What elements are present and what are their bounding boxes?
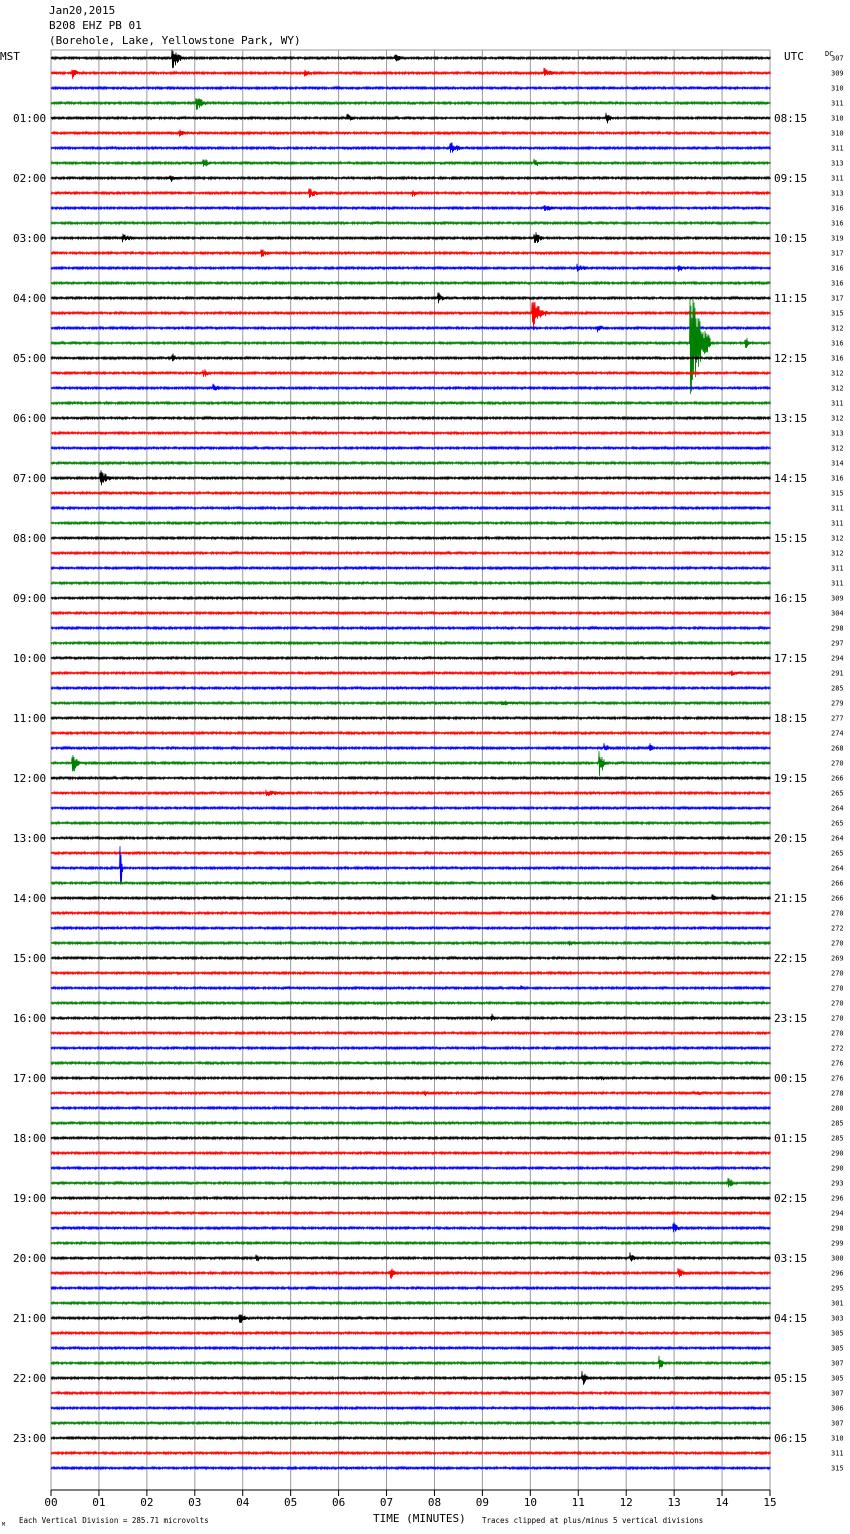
dc-offset-label: 312 (831, 534, 844, 543)
dc-offset-label: 311 (831, 564, 844, 573)
trace-line (51, 627, 771, 629)
x-tick-label: 10 (523, 1496, 537, 1509)
utc-hour-label: 12:15 (774, 352, 808, 365)
trace-line (51, 222, 771, 224)
trace-line (51, 1242, 771, 1244)
dc-offset-label: 304 (831, 609, 844, 618)
dc-offset-label: 264 (831, 834, 844, 843)
x-tick-label: 07 (379, 1496, 394, 1509)
dc-offset-label: 278 (831, 1089, 844, 1098)
trace-line (51, 687, 771, 689)
utc-hour-label: 19:15 (774, 772, 808, 785)
trace-line (51, 1122, 771, 1124)
trace-line (51, 790, 771, 797)
dc-offset-label: 307 (831, 54, 844, 63)
utc-hour-label: 13:15 (774, 412, 808, 425)
trace-line (51, 1371, 771, 1385)
trace-line (51, 972, 771, 974)
trace-line (51, 612, 771, 614)
trace-line (51, 1222, 771, 1232)
dc-offset-label: 315 (831, 489, 844, 498)
dc-offset-label: 307 (831, 1419, 844, 1428)
utc-hour-label: 15:15 (774, 532, 808, 545)
dc-offset-label: 316 (831, 474, 844, 483)
dc-offset-label: 272 (831, 924, 844, 933)
mst-hour-label: 04:00 (13, 292, 47, 305)
dc-offset-label: 290 (831, 1149, 844, 1158)
x-tick-label: 02 (140, 1496, 154, 1509)
x-tick-label: 09 (475, 1496, 490, 1509)
trace-line (51, 670, 771, 676)
mst-hour-label: 17:00 (13, 1072, 47, 1085)
trace-line (51, 50, 771, 69)
dc-offset-label: 285 (831, 1134, 844, 1143)
trace-line (51, 1407, 771, 1409)
dc-offset-label: 291 (831, 669, 844, 678)
header-station: B208 EHZ PB 01 (49, 19, 142, 32)
dc-offset-label: 313 (831, 189, 844, 198)
dc-offset-label: 266 (831, 879, 844, 888)
x-tick-label: 04 (236, 1496, 250, 1509)
trace-line (51, 293, 771, 304)
scale-note: Each Vertical Division = 285.71 microvolts (19, 1516, 209, 1525)
dc-offset-label: 265 (831, 789, 844, 798)
dc-offset-label: 301 (831, 1299, 844, 1308)
dc-offset-label: 319 (831, 234, 844, 243)
trace-line (51, 1302, 771, 1304)
trace-line (51, 1047, 771, 1049)
utc-hour-label: 01:15 (774, 1132, 808, 1145)
dc-offset-label: 312 (831, 324, 844, 333)
dc-offset-label: 270 (831, 759, 844, 768)
x-axis-label: TIME (MINUTES) (373, 1512, 466, 1525)
dc-offset-label: 310 (831, 114, 844, 123)
dc-offset-label: 298 (831, 624, 844, 633)
x-tick-label: 06 (331, 1496, 346, 1509)
trace-line (51, 159, 771, 167)
trace-line (51, 205, 771, 211)
mst-hour-label: 08:00 (13, 532, 47, 545)
dc-offset-label: 310 (831, 129, 844, 138)
dc-offset-label: 270 (831, 999, 844, 1008)
trace-line (51, 249, 771, 257)
trace-line (51, 417, 771, 419)
mst-hour-label: 23:00 (13, 1432, 47, 1445)
trace-line (51, 1467, 771, 1469)
trace-line (51, 113, 771, 124)
dc-offset-label: 312 (831, 414, 844, 423)
dc-offset-label: 316 (831, 279, 844, 288)
utc-hour-label: 11:15 (774, 292, 808, 305)
left-timezone-label: MST (0, 50, 20, 63)
trace-line (51, 354, 771, 362)
dc-offset-label: 307 (831, 1359, 844, 1368)
trace-line (51, 1002, 771, 1004)
trace-line (51, 1152, 771, 1154)
trace-line (51, 1392, 771, 1394)
dc-offset-label: 272 (831, 1044, 844, 1053)
dc-offset-label: 270 (831, 969, 844, 978)
dc-offset-label: 315 (831, 1464, 844, 1473)
trace-line (51, 507, 771, 509)
mst-hour-label: 03:00 (13, 232, 47, 245)
mst-hour-label: 13:00 (13, 832, 47, 845)
trace-line (51, 732, 771, 734)
utc-hour-label: 09:15 (774, 172, 808, 185)
dc-offset-label: 312 (831, 369, 844, 378)
dc-offset-label: 317 (831, 294, 844, 303)
dc-offset-label: 307 (831, 1389, 844, 1398)
trace-line (51, 567, 771, 569)
dc-offset-label: 294 (831, 1209, 844, 1218)
trace-line (51, 1332, 771, 1334)
trace-line (51, 1178, 771, 1187)
x-tick-label: 12 (619, 1496, 633, 1509)
utc-hour-label: 18:15 (774, 712, 808, 725)
dc-offset-label: 312 (831, 444, 844, 453)
trace-line (51, 537, 771, 539)
utc-hour-label: 10:15 (774, 232, 808, 245)
dc-offset-label: 313 (831, 429, 844, 438)
clip-note: Traces clipped at plus/minus 5 vertical divisions (482, 1516, 704, 1525)
dc-offset-label: 295 (831, 1284, 844, 1293)
dc-offset-label: 311 (831, 399, 844, 408)
trace-line (51, 462, 771, 464)
trace-line (51, 927, 771, 929)
mst-hour-label: 01:00 (13, 112, 47, 125)
trace-line (51, 1062, 771, 1064)
header-date: Jan20,2015 (49, 4, 116, 17)
trace-line (51, 470, 771, 485)
x-tick-label: 00 (44, 1496, 58, 1509)
label-group (13, 55, 844, 1510)
trace-line (51, 701, 771, 706)
dc-offset-label: 270 (831, 1029, 844, 1038)
dc-offset-label: 310 (831, 1434, 844, 1443)
dc-offset-label: 306 (831, 1404, 844, 1413)
mst-hour-label: 22:00 (13, 1372, 47, 1385)
utc-hour-label: 17:15 (774, 652, 808, 665)
trace-line (51, 87, 771, 89)
dc-offset-label: 312 (831, 549, 844, 558)
dc-offset-label: 316 (831, 219, 844, 228)
trace-line (51, 432, 771, 434)
dc-offset-label: 312 (831, 384, 844, 393)
trace-line (51, 98, 771, 110)
trace-line (51, 941, 771, 946)
dc-offset-label: 297 (831, 639, 844, 648)
dc-offset-label: 285 (831, 684, 844, 693)
dc-offset-label: 311 (831, 504, 844, 513)
trace-line (51, 447, 771, 449)
dc-offset-label: 310 (831, 84, 844, 93)
dc-offset-label: 316 (831, 354, 844, 363)
trace-line (51, 1287, 771, 1289)
corner-mark: M (2, 1522, 6, 1528)
trace-line (51, 807, 771, 809)
trace-line (51, 1252, 771, 1261)
dc-offset-label: 280 (831, 1104, 844, 1113)
dc-offset-label: 316 (831, 204, 844, 213)
utc-hour-label: 02:15 (774, 1192, 808, 1205)
trace-line (51, 188, 771, 198)
dc-offset-label: 270 (831, 984, 844, 993)
dc-offset-label: 311 (831, 144, 844, 153)
mst-hour-label: 18:00 (13, 1132, 47, 1145)
trace-line (51, 582, 771, 584)
trace-line (51, 1314, 771, 1323)
utc-hour-label: 21:15 (774, 892, 808, 905)
mst-hour-label: 07:00 (13, 472, 47, 485)
dc-offset-label: 276 (831, 1059, 844, 1068)
utc-hour-label: 04:15 (774, 1312, 808, 1325)
trace-line (51, 642, 771, 644)
trace-line (51, 1347, 771, 1349)
trace-line (51, 282, 771, 284)
dc-offset-label: 305 (831, 1374, 844, 1383)
trace-line (51, 1422, 771, 1424)
dc-offset-label: 311 (831, 579, 844, 588)
trace-line (51, 1268, 771, 1279)
trace-line (51, 597, 771, 599)
trace-line (51, 68, 771, 79)
trace-line (51, 142, 771, 152)
trace-line (51, 743, 771, 751)
trace-line (51, 1032, 771, 1034)
trace-line (51, 264, 771, 272)
dc-offset-label: 311 (831, 174, 844, 183)
trace-line (51, 1167, 771, 1169)
dc-offset-label: 316 (831, 264, 844, 273)
dc-offset-label: 296 (831, 1194, 844, 1203)
dc-offset-label: 317 (831, 249, 844, 258)
utc-hour-label: 16:15 (774, 592, 808, 605)
trace-line (51, 882, 771, 884)
dc-offset-label: 274 (831, 729, 844, 738)
dc-offset-label: 268 (831, 744, 844, 753)
x-tick-label: 15 (763, 1496, 777, 1509)
trace-line (51, 522, 771, 524)
trace-line (51, 492, 771, 494)
trace-line (51, 1076, 771, 1080)
dc-offset-label: 265 (831, 849, 844, 858)
trace-line (51, 894, 771, 900)
dc-offset-label: 296 (831, 1269, 844, 1278)
trace-line (51, 751, 771, 776)
utc-hour-label: 08:15 (774, 112, 808, 125)
mst-hour-label: 21:00 (13, 1312, 47, 1325)
trace-group (51, 50, 771, 1470)
dc-offset-label: 293 (831, 1179, 844, 1188)
dc-offset-label: 270 (831, 939, 844, 948)
trace-line (51, 1107, 771, 1109)
trace-line (51, 129, 771, 136)
trace-line (51, 957, 771, 959)
dc-offset-label: 264 (831, 804, 844, 813)
dc-offset-label: 311 (831, 99, 844, 108)
dc-offset-label: 314 (831, 459, 844, 468)
utc-hour-label: 05:15 (774, 1372, 808, 1385)
trace-line (51, 985, 771, 989)
dc-offset-label: 313 (831, 159, 844, 168)
trace-line (51, 1356, 771, 1369)
trace-line (51, 1197, 771, 1199)
trace-line (51, 176, 771, 182)
trace-line (51, 852, 771, 854)
trace-line (51, 657, 771, 659)
header-location: (Borehole, Lake, Yellowstone Park, WY) (49, 34, 301, 47)
trace-line (51, 777, 771, 779)
utc-hour-label: 00:15 (774, 1072, 808, 1085)
utc-hour-label: 06:15 (774, 1432, 808, 1445)
trace-line (51, 402, 771, 404)
utc-hour-label: 20:15 (774, 832, 808, 845)
dc-offset-label: 270 (831, 909, 844, 918)
dc-offset-label: 300 (831, 1254, 844, 1263)
trace-line (51, 302, 771, 330)
utc-hour-label: 23:15 (774, 1012, 808, 1025)
mst-hour-label: 10:00 (13, 652, 47, 665)
trace-line (51, 369, 771, 377)
dc-offset-label: 279 (831, 699, 844, 708)
dc-offset-label: 266 (831, 894, 844, 903)
trace-line (51, 837, 771, 839)
trace-line (51, 717, 771, 719)
utc-hour-label: 03:15 (774, 1252, 808, 1265)
mst-hour-label: 19:00 (13, 1192, 47, 1205)
trace-line (51, 1137, 771, 1139)
mst-hour-label: 09:00 (13, 592, 47, 605)
dc-offset-label: 265 (831, 819, 844, 828)
right-timezone-label: UTC (784, 50, 804, 63)
dc-offset-label: 299 (831, 1239, 844, 1248)
mst-hour-label: 20:00 (13, 1252, 47, 1265)
mst-hour-label: 16:00 (13, 1012, 47, 1025)
x-tick-label: 13 (667, 1496, 681, 1509)
dc-offset-label: 316 (831, 339, 844, 348)
trace-line (51, 1212, 771, 1214)
trace-line (51, 326, 771, 333)
dc-offset-label: 290 (831, 1164, 844, 1173)
mst-hour-label: 15:00 (13, 952, 47, 965)
utc-hour-label: 14:15 (774, 472, 808, 485)
x-tick-label: 05 (284, 1496, 298, 1509)
dc-offset-label: 305 (831, 1344, 844, 1353)
dc-offset-label: 270 (831, 1014, 844, 1023)
dc-offset-header: DC (825, 50, 834, 58)
dc-offset-label: 276 (831, 1074, 844, 1083)
dc-offset-label: 311 (831, 519, 844, 528)
x-tick-label: 11 (571, 1496, 585, 1509)
mst-hour-label: 05:00 (13, 352, 47, 365)
trace-line (51, 1091, 771, 1097)
x-tick-label: 01 (92, 1496, 106, 1509)
mst-hour-label: 12:00 (13, 772, 47, 785)
mst-hour-label: 02:00 (13, 172, 47, 185)
trace-line (51, 384, 771, 391)
mst-hour-label: 06:00 (13, 412, 47, 425)
mst-hour-label: 11:00 (13, 712, 47, 725)
dc-offset-label: 311 (831, 1449, 844, 1458)
x-tick-label: 08 (427, 1496, 442, 1509)
trace-line (51, 1014, 771, 1021)
dc-offset-label: 264 (831, 864, 844, 873)
trace-line (51, 912, 771, 914)
trace-line (51, 1437, 771, 1439)
x-tick-label: 14 (715, 1496, 729, 1509)
mst-hour-label: 14:00 (13, 892, 47, 905)
trace-line (51, 822, 771, 824)
dc-offset-label: 309 (831, 594, 844, 603)
trace-line (51, 1452, 771, 1454)
dc-offset-label: 266 (831, 774, 844, 783)
dc-offset-label: 269 (831, 954, 844, 963)
dc-offset-label: 298 (831, 1224, 844, 1233)
utc-hour-label: 22:15 (774, 952, 808, 965)
dc-offset-label: 294 (831, 654, 844, 663)
trace-line (51, 232, 771, 243)
dc-offset-label: 277 (831, 714, 844, 723)
trace-line (51, 552, 771, 554)
dc-offset-label: 303 (831, 1314, 844, 1323)
dc-offset-label: 309 (831, 69, 844, 78)
dc-offset-label: 315 (831, 309, 844, 318)
x-tick-label: 03 (188, 1496, 202, 1509)
dc-offset-label: 285 (831, 1119, 844, 1128)
dc-offset-label: 305 (831, 1329, 844, 1338)
